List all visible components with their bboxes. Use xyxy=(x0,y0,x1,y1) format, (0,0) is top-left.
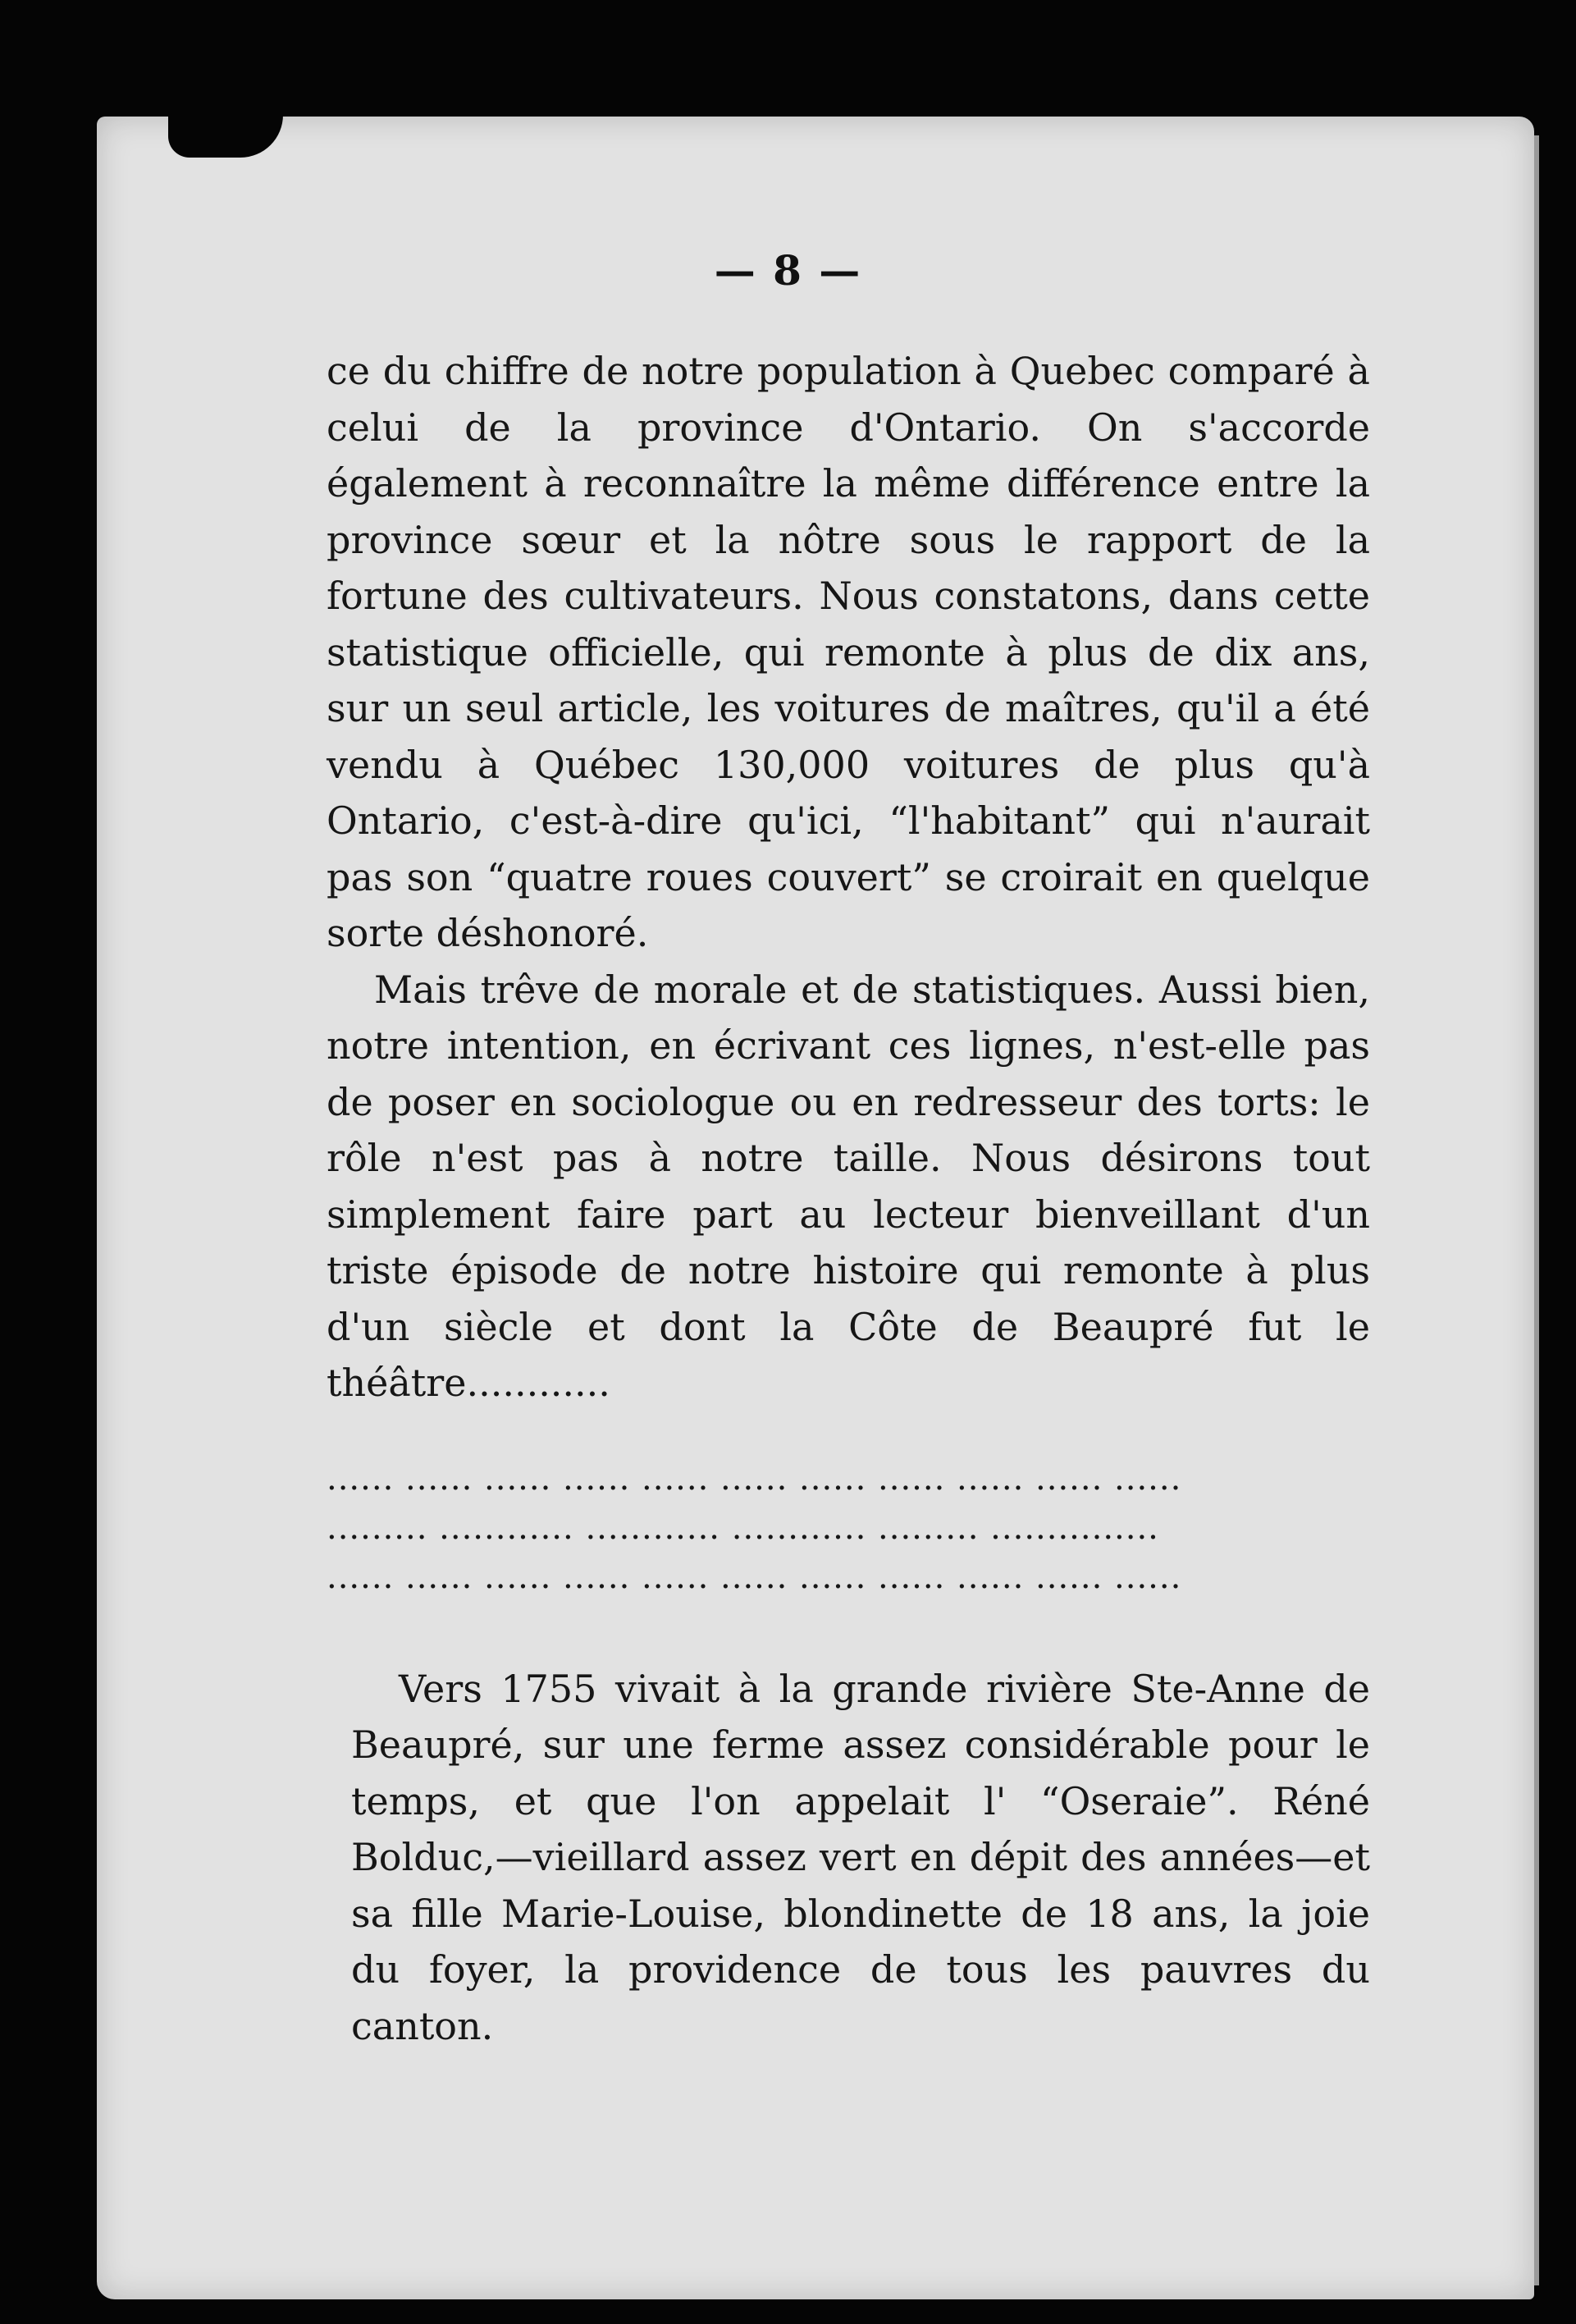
dot-row-2: ......... ............ ............ ............ ......... ............... xyxy=(327,1508,1159,1547)
body-text xyxy=(327,343,1370,2054)
page-number: — 8 — xyxy=(714,246,862,295)
dot-row-1: ...... ...... ...... ...... ...... ...... ...... ...... ...... ...... ...... xyxy=(327,1459,1182,1498)
dot-row-3: ...... ...... ...... ...... ...... ...... ...... ...... ...... ...... ...... xyxy=(327,1558,1182,1596)
paragraph-3: Vers 1755 vivait à la grande rivière Ste-Anne de Beaupré, sur une ferme assez considérable pour le temps, et que l'on appelait l' “Oseraie”. Réné Bolduc,—vieillard assez vert en dépit des années—et sa fille Marie-Louise, blondinette de 18 ans, la joie du foyer, la providence de tous les pauvres du canton. xyxy=(351,1666,1370,2048)
paragraph-2: Mais trêve de morale et de statistiques. Aussi bien, notre intention, en écrivant ces lignes, n'est-elle pas de poser en sociologue ou en redresseur des torts: le rôle n'est pas à notre taille. Nous désirons tout simplement faire part au lecteur bienveillant d'un triste épisode de notre histoire qui remonte à plus d'un siècle et dont la Côte de Beaupré fut le théâtre............ xyxy=(327,967,1370,1405)
paragraph-1: ce du chiffre de notre population à Quebec comparé à celui de la province d'Ontario. On s'accorde également à reconnaître la même différence entre la province sœur et la nôtre sous le rapport de la fortune des cultivateurs. Nous constatons, dans cette statistique officielle, qui remonte à plus de dix ans, sur un seul article, les voitures de maîtres, qu'il a été vendu à Québec 130,000 voitures de plus qu'à Ontario, c'est-à-dire qu'ici, “l'habitant” qui n'aurait pas son “quatre roues couvert” se croirait en quelque sorte déshonoré. xyxy=(327,349,1370,955)
paper-edge xyxy=(1534,135,1539,2285)
ellipsis-separator xyxy=(327,1454,1370,1602)
